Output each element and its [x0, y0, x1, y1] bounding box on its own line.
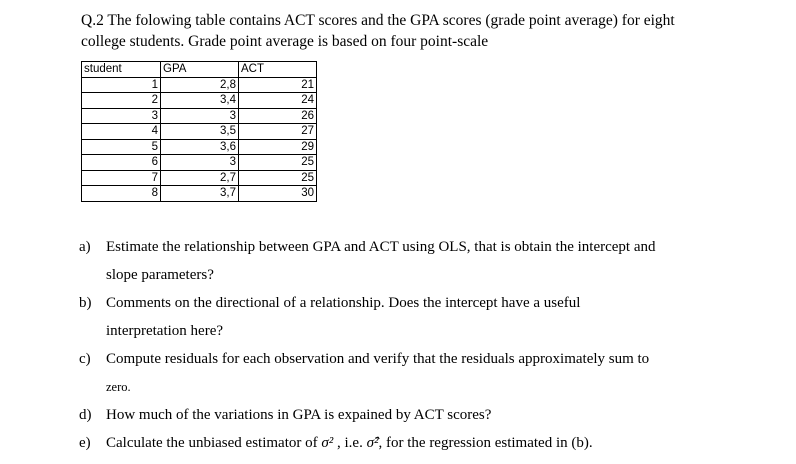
question-a: [79, 233, 656, 289]
question-d: [79, 401, 656, 429]
question-a-letter: a): [79, 239, 91, 255]
intro-line-1: Q.2 The folowing table contains ACT scores and the GPA scores (grade point average) for eight: [81, 12, 675, 29]
question-a-line-1: Estimate the relationship between GPA and ACT using OLS, that is obtain the intercept and: [106, 239, 656, 255]
cell-student: 2: [82, 93, 161, 109]
cell-act: 24: [239, 93, 317, 109]
question-c: [79, 345, 656, 401]
header-act: ACT: [239, 62, 317, 78]
question-b-letter: b): [79, 295, 92, 311]
header-gpa: GPA: [161, 62, 239, 78]
question-e-text-mid: , i.e.: [333, 435, 367, 451]
sigma-squared: σ²: [321, 435, 334, 451]
cell-act: 30: [239, 186, 317, 202]
cell-student: 7: [82, 170, 161, 186]
question-a-line-2: slope parameters?: [106, 267, 214, 283]
question-e: [79, 429, 656, 457]
cell-gpa: 3: [161, 155, 239, 171]
cell-gpa: 2,8: [161, 77, 239, 93]
question-c-line-2: zero.: [106, 380, 131, 394]
question-d-letter: d): [79, 407, 92, 423]
header-student: student: [82, 62, 161, 78]
cell-gpa: 3,5: [161, 124, 239, 140]
cell-gpa: 3,6: [161, 139, 239, 155]
cell-gpa: 2,7: [161, 170, 239, 186]
cell-act: 21: [239, 77, 317, 93]
table-row: [82, 170, 317, 186]
cell-student: 5: [82, 139, 161, 155]
question-b-line-2: interpretation here?: [106, 323, 224, 339]
question-intro: [81, 10, 781, 52]
question-e-line-1: [106, 429, 656, 457]
question-c-line-1: Compute residuals for each observation and verify that the residuals approximately sum to: [106, 351, 650, 367]
question-e-text-after: , for the regression estimated in (b).: [378, 435, 593, 451]
table-header-row: [82, 62, 317, 78]
cell-act: 26: [239, 108, 317, 124]
cell-gpa: 3,7: [161, 186, 239, 202]
cell-act: 29: [239, 139, 317, 155]
table-row: [82, 186, 317, 202]
table-row: [82, 108, 317, 124]
table-row: [82, 139, 317, 155]
gpa-act-table: [81, 61, 317, 202]
cell-act: 27: [239, 124, 317, 140]
question-e-letter: e): [79, 435, 91, 451]
cell-act: 25: [239, 170, 317, 186]
sigma-hat-squared: σ̂²: [366, 435, 379, 451]
question-list: [79, 233, 656, 457]
question-b-line-1: Comments on the directional of a relationship. Does the intercept have a useful: [106, 295, 581, 311]
cell-act: 25: [239, 155, 317, 171]
cell-student: 8: [82, 186, 161, 202]
table-row: [82, 155, 317, 171]
table-row: [82, 93, 317, 109]
cell-gpa: 3: [161, 108, 239, 124]
cell-student: 6: [82, 155, 161, 171]
question-c-letter: c): [79, 351, 91, 367]
question-d-line-1: How much of the variations in GPA is expained by ACT scores?: [106, 407, 492, 423]
intro-line-2: college students. Grade point average is based on four point-scale: [81, 33, 489, 50]
cell-student: 3: [82, 108, 161, 124]
question-b: [79, 289, 656, 345]
table-row: [82, 77, 317, 93]
table-row: [82, 124, 317, 140]
cell-gpa: 3,4: [161, 93, 239, 109]
question-e-text-before: Calculate the unbiased estimator of: [106, 435, 322, 451]
cell-student: 4: [82, 124, 161, 140]
cell-student: 1: [82, 77, 161, 93]
